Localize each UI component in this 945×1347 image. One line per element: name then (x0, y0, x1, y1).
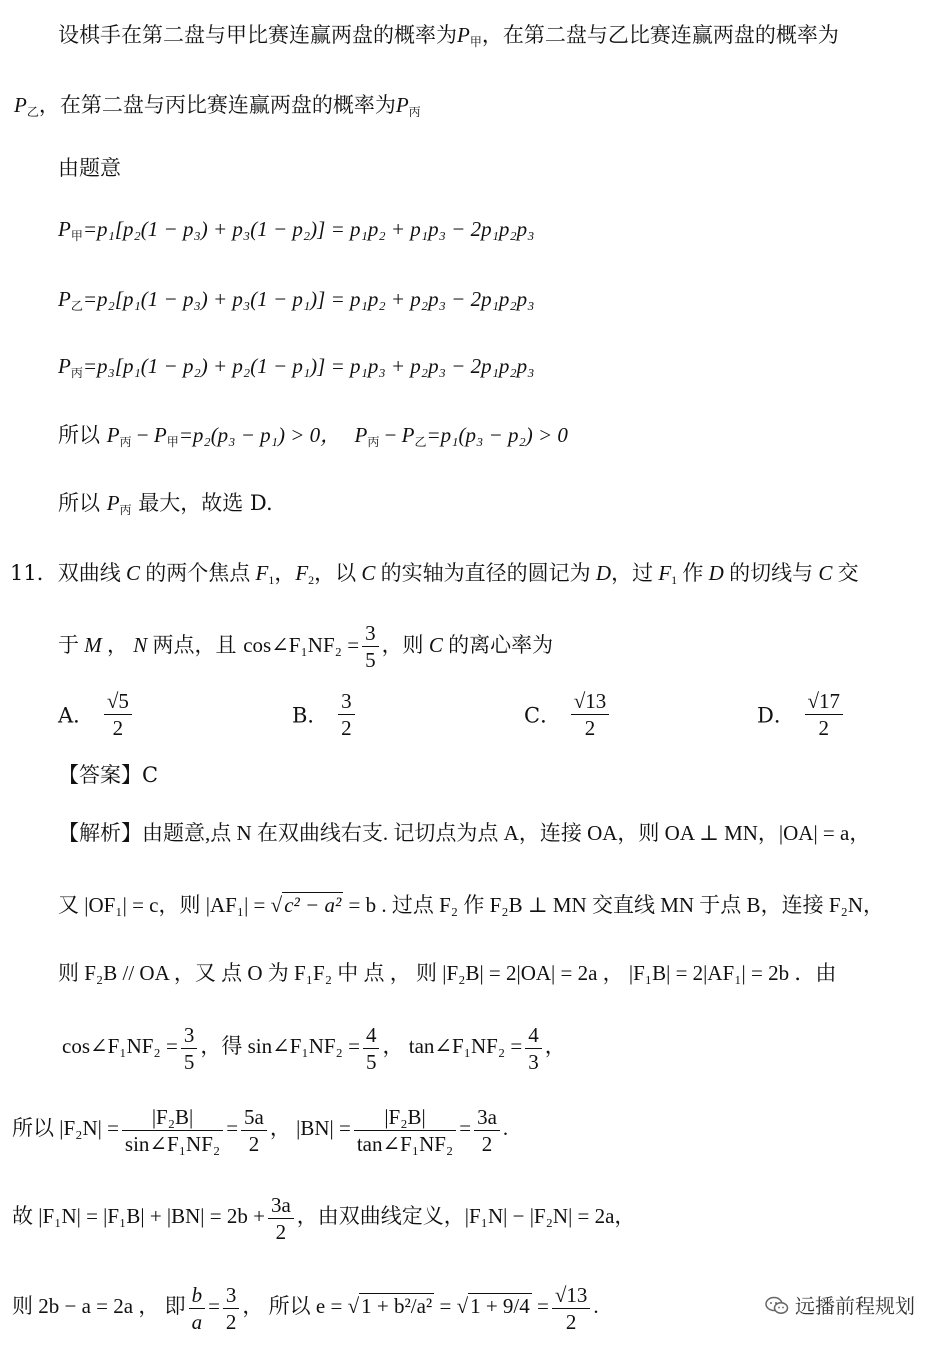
frac-den: 2 (565, 1309, 577, 1334)
by-question: 由题意 (58, 156, 121, 180)
analysis-text: ， |BN| = (269, 1116, 351, 1140)
var-n: N (128, 633, 153, 657)
option-label: C． (524, 703, 562, 728)
sqrt-expr: √1 + 9/4 (456, 1294, 530, 1318)
frac-num: 4 (363, 1022, 380, 1049)
question-line-2 (58, 620, 553, 673)
var-c: C (356, 561, 381, 585)
eq-bing-text: =p₃[p₁(1 − p₂) + p₂(1 − p₁)] = p₁p₃ + p₂p₃ − 2p₁p₂p₃ (82, 354, 535, 378)
equals: = (537, 1294, 549, 1318)
intro-text-3: ，在第二盘与丙比赛连赢两盘的概率为 (38, 93, 396, 117)
fraction (474, 1104, 500, 1157)
sub-bing: 丙 (119, 435, 132, 449)
option-label: D． (757, 703, 795, 728)
answer: 【答案】C (58, 763, 159, 787)
frac-num: 3 (223, 1282, 240, 1309)
sub-jia: 甲 (469, 35, 482, 49)
p-symbol: P (14, 93, 27, 117)
p-symbol: P (58, 217, 71, 241)
frac-den: 2 (225, 1309, 237, 1334)
cos-expr: cos∠F₁NF₂ = (243, 633, 360, 657)
option-a[interactable] (58, 688, 135, 741)
difference-line (58, 420, 568, 457)
watermark-text: 远播前程规划 (795, 1294, 915, 1318)
frac-num: 3 (362, 620, 379, 647)
p-symbol: P (58, 287, 71, 311)
p-symbol: P (401, 423, 415, 447)
sub-bing: 丙 (408, 105, 421, 119)
so-text: 所以 (58, 491, 100, 515)
so-text: 所以 (58, 423, 100, 447)
analysis-text: ，由双曲线定义，|F₁N| − |F₂N| = 2a， (296, 1204, 636, 1228)
watermark (765, 1290, 915, 1319)
frac-num: √5 (104, 688, 132, 715)
frac-num: b (189, 1282, 206, 1309)
option-frac (104, 688, 132, 741)
var-c: C (120, 561, 146, 585)
sub-jia: 甲 (70, 229, 83, 243)
sub-bing: 丙 (119, 503, 132, 517)
fraction (525, 1022, 542, 1075)
punct: . (593, 1294, 599, 1318)
sqrt-content: 1 + 9/4 (470, 1294, 530, 1318)
analysis-line-6 (12, 1188, 635, 1245)
frac-num: 4 (525, 1022, 542, 1049)
analysis-text: 又 |OF₁| = c，则 |AF₁| = (58, 893, 266, 917)
q-text: 的离心率为 (448, 633, 554, 657)
fraction (122, 1104, 223, 1157)
q-text: 交 (837, 561, 859, 585)
analysis-line-7 (12, 1276, 599, 1336)
analysis-line-4 (62, 1018, 566, 1075)
q-text: 的切线与 (729, 561, 814, 585)
option-label: A． (58, 703, 95, 728)
sub-yi: 乙 (26, 105, 39, 119)
equals: = (208, 1294, 220, 1318)
eq-jia-text: =p₁[p₂(1 − p₃) + p₃(1 − p₂)] = p₁p₂ + p₁p₃ − 2p₁p₂p₃ (82, 217, 535, 241)
fraction (189, 1282, 206, 1335)
q-text: 双曲线 (57, 561, 121, 585)
analysis-label: 【解析】 (58, 821, 142, 845)
p-symbol: P (106, 491, 120, 515)
sub-bing: 丙 (70, 366, 83, 380)
option-frac (338, 688, 355, 741)
intro-line-1 (58, 20, 839, 57)
frac-num: |F₂B| (354, 1104, 456, 1131)
frac-num: 3 (338, 688, 355, 715)
p-symbol: P (106, 423, 120, 447)
fraction (241, 1104, 267, 1157)
analysis-text: 所以 |F₂N| = (12, 1116, 119, 1140)
question-number: 11． (10, 561, 58, 585)
fraction (223, 1282, 240, 1335)
analysis-text: ， 所以 e = (242, 1294, 343, 1318)
frac-den: 5 (365, 648, 376, 672)
analysis-text: 则 2b − a = 2a ， 即 (12, 1294, 186, 1318)
option-d[interactable] (757, 688, 846, 741)
q-text: ，则 (381, 633, 424, 657)
analysis-text: ，得 sin∠F₁NF₂ = (200, 1034, 360, 1058)
option-c[interactable] (524, 688, 612, 741)
p-symbol: P (395, 93, 409, 117)
cos-expr: cos∠F₁NF₂ = (62, 1034, 178, 1058)
fraction (363, 1022, 380, 1075)
var-m: M (79, 633, 107, 657)
q-text: 作 (682, 561, 704, 585)
punct: ， (544, 1034, 566, 1058)
analysis-line-5 (12, 1100, 508, 1157)
sub-yi: 乙 (70, 299, 83, 313)
analysis-line-1 (58, 818, 870, 848)
frac-den: 3 (528, 1049, 539, 1074)
analysis-text: ， tan∠F₁NF₂ = (382, 1034, 523, 1058)
option-label: B． (292, 703, 329, 728)
var-f2: $F_2$ (295, 561, 315, 587)
equation-yi (58, 284, 534, 321)
frac-num: √13 (552, 1282, 591, 1309)
fraction-3-5 (362, 620, 379, 673)
var-c: C (423, 633, 449, 657)
analysis-text: = b . 过点 F₂ 作 F₂B ⊥ MN 交直线 MN 于点 B，连接 F₂N， (348, 893, 884, 917)
p-symbol: P (354, 423, 368, 447)
frac-num: 3 (181, 1022, 198, 1049)
fraction (181, 1022, 198, 1075)
q-text: ，以 (314, 561, 357, 585)
frac-num: √17 (805, 688, 844, 715)
p-symbol: P (457, 23, 470, 47)
frac-num: 3a (474, 1104, 500, 1131)
analysis-text: 由题意,点 N 在双曲线右支. 记切点为点 A，连接 OA，则 OA ⊥ MN，|OA| = a， (142, 821, 871, 845)
sqrt-expr: √1 + b²/a² (347, 1294, 433, 1318)
sqrt-content: c² − a² (284, 893, 342, 917)
diff-1: =p₂(p₃ − p₁) > 0， (178, 423, 342, 447)
q-text: 的实轴为直径的圆记为 (380, 561, 591, 585)
intro-text-2: ，在第二盘与乙比赛连赢两盘的概率为 (481, 23, 839, 47)
frac-num: 3a (268, 1192, 294, 1219)
frac-den: 2 (481, 1131, 493, 1156)
frac-den: 2 (275, 1219, 287, 1244)
p-symbol: P (58, 354, 71, 378)
intro-line-2 (14, 90, 421, 127)
q-text: 的两个焦点 (145, 561, 251, 585)
frac-num: √13 (571, 688, 610, 715)
analysis-line-3: 则 F₂B // OA ，又 点 O 为 F₁F₂ 中 点 ， 则 |F₂B| = 2|OA| = 2a ， |F₁B| = 2|AF₁| = 2b ．由 (58, 961, 837, 985)
var-d: D (590, 561, 612, 585)
comma: ， (107, 633, 128, 657)
q-text: 于 (58, 633, 79, 657)
fraction (552, 1282, 591, 1335)
question-line-1-full (10, 558, 940, 595)
equation-jia (58, 214, 534, 251)
frac-den: 2 (341, 716, 352, 740)
frac-den: 5 (365, 1049, 377, 1074)
option-b[interactable] (292, 688, 358, 741)
sub-yi: 乙 (414, 435, 427, 449)
equals: = (459, 1116, 472, 1140)
var-c: C (813, 561, 838, 585)
fraction (268, 1192, 294, 1245)
frac-den: 2 (112, 716, 124, 740)
analysis-line-2 (58, 890, 884, 920)
equation-bing (58, 351, 534, 388)
option-frac (805, 688, 844, 741)
frac-den: 2 (584, 716, 596, 740)
max-text: 最大，故选 D. (138, 491, 273, 515)
punct: . (502, 1116, 509, 1140)
q-text: 两点，且 (152, 633, 237, 657)
p-symbol: P (153, 423, 167, 447)
var-f1: $F_1$ (250, 561, 275, 587)
frac-den: 2 (248, 1131, 260, 1156)
equals: = (439, 1294, 452, 1318)
analysis-text: 故 |F₁N| = |F₁B| + |BN| = 2b + (12, 1204, 265, 1228)
minus: − (131, 423, 154, 447)
frac-den: 5 (183, 1049, 195, 1074)
var-d: D (703, 561, 730, 585)
intro-text: 设棋手在第二盘与甲比赛连赢两盘的概率为 (58, 23, 457, 47)
sub-jia: 甲 (166, 435, 179, 449)
frac-den: a (191, 1309, 203, 1334)
minus: − (379, 423, 402, 447)
sqrt-expr: √c² − a² (270, 893, 342, 917)
frac-den: sin∠F₁NF₂ (124, 1131, 221, 1156)
var-f1: $F_1$ (653, 561, 678, 587)
frac-num: |F₂B| (122, 1104, 223, 1131)
equals: = (226, 1116, 239, 1140)
eq-yi-text: =p₂[p₁(1 − p₃) + p₃(1 − p₁)] = p₁p₂ + p₂p₃ − 2p₁p₂p₃ (82, 287, 535, 311)
wechat-icon (765, 1296, 789, 1316)
frac-den: 2 (818, 716, 830, 740)
q-text: ，过 (611, 561, 654, 585)
option-frac (571, 688, 610, 741)
frac-num: 5a (241, 1104, 267, 1131)
frac-den: tan∠F₁NF₂ (356, 1131, 454, 1156)
fraction (354, 1104, 456, 1157)
sqrt-content: 1 + b²/a² (361, 1294, 433, 1318)
diff-2: =p₁(p₃ − p₂) > 0 (426, 423, 568, 447)
comma: ， (274, 561, 296, 585)
max-line (58, 488, 273, 525)
sub-bing: 丙 (367, 435, 380, 449)
